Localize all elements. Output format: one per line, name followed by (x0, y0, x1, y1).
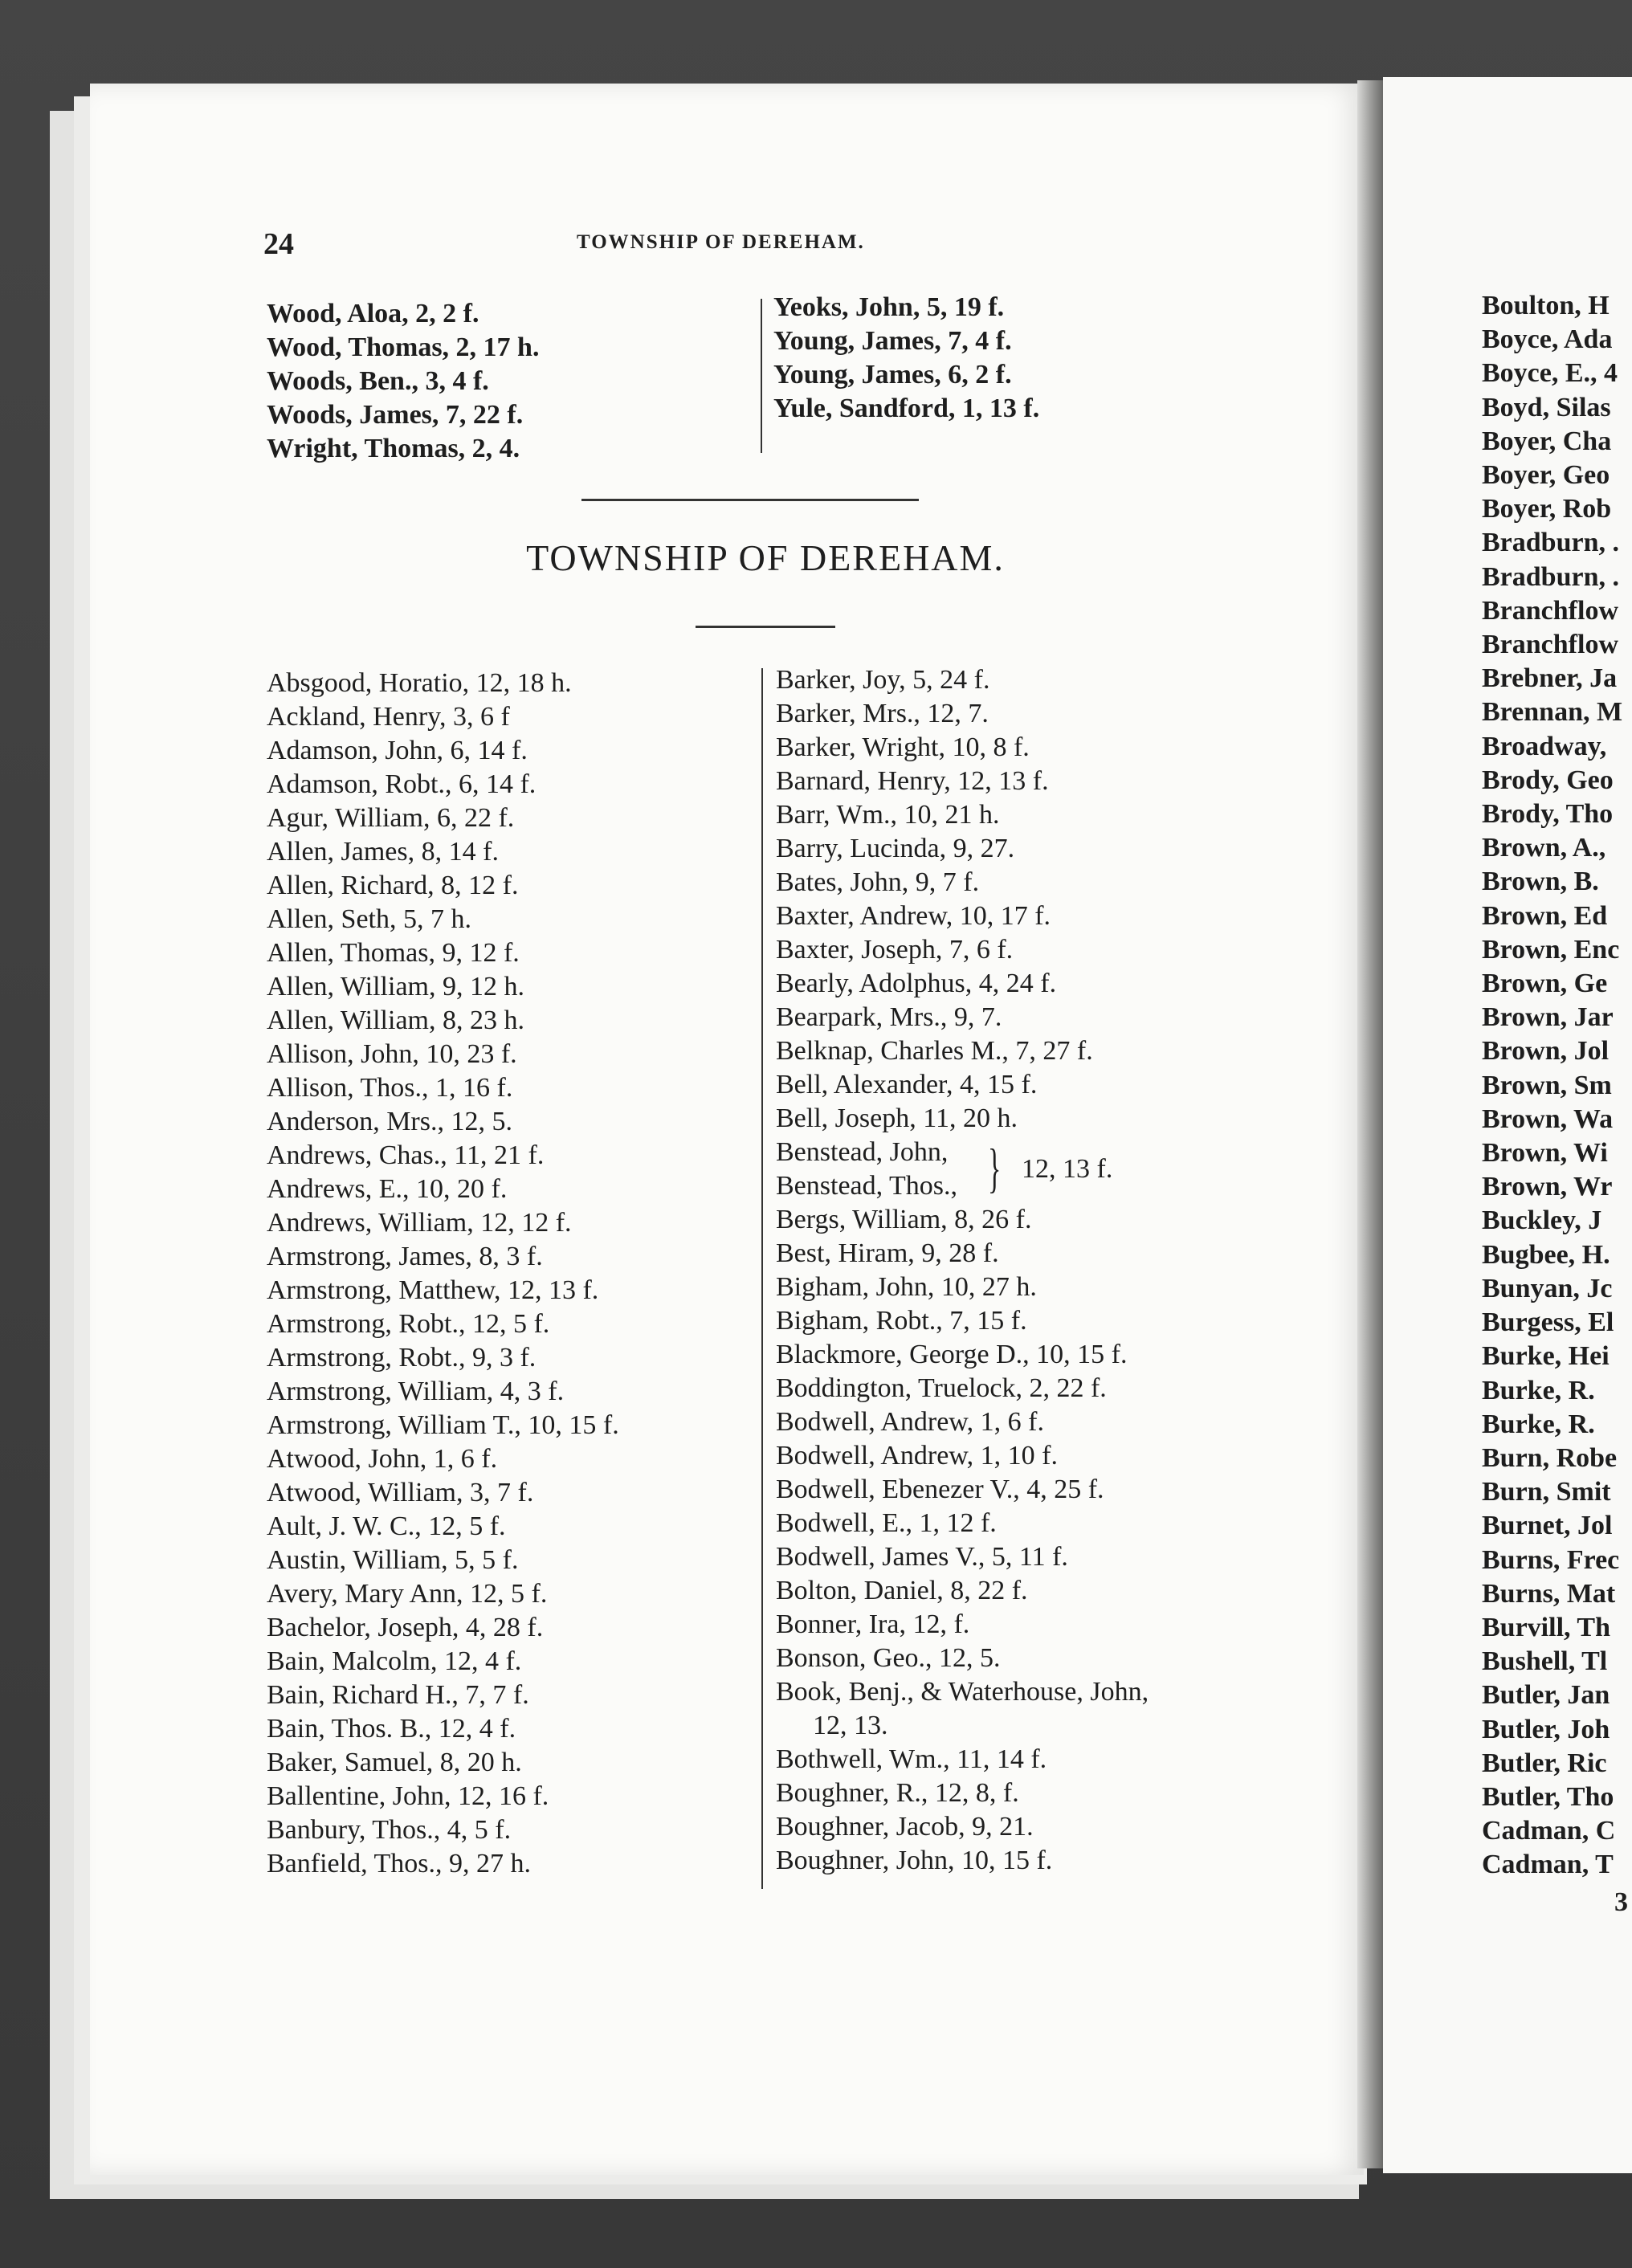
list-item: Branchflow (1482, 630, 1618, 660)
list-item: Allen, William, 9, 12 h. (267, 972, 524, 1001)
list-item: Buckley, J (1482, 1205, 1602, 1236)
header-title: TOWNSHIP OF DEREHAM. (577, 231, 865, 253)
list-item: Andrews, Chas., 11, 21 f. (267, 1140, 545, 1170)
list-item: Brown, Wr (1482, 1172, 1613, 1202)
list-item: Woods, James, 7, 22 f. (267, 400, 524, 430)
list-item: Ackland, Henry, 3, 6 f (267, 702, 510, 732)
list-item: Banfield, Thos., 9, 27 h. (267, 1849, 531, 1878)
list-item: Armstrong, James, 8, 3 f. (267, 1242, 543, 1271)
list-item: Allison, Thos., 1, 16 f. (267, 1073, 513, 1103)
list-item: Burvill, Th (1482, 1612, 1610, 1642)
list-item: Brennan, M (1482, 697, 1623, 728)
list-item: Bain, Thos. B., 12, 4 f. (267, 1714, 516, 1744)
list-item: Boyer, Cha (1482, 426, 1612, 456)
list-item: Blackmore, George D., 10, 15 f. (776, 1340, 1128, 1369)
list-item: Brebner, Ja (1482, 663, 1618, 694)
list-item: Ballentine, John, 12, 16 f. (267, 1781, 549, 1811)
running-head (263, 226, 1227, 267)
list-item: Adamson, Robt., 6, 14 f. (267, 769, 537, 799)
list-item: Brody, Tho (1482, 799, 1614, 830)
list-item: Banbury, Thos., 4, 5 f. (267, 1815, 512, 1845)
list-item: Baxter, Andrew, 10, 17 f. (776, 901, 1051, 931)
list-item: Branchflow (1482, 595, 1618, 626)
list-item: Butler, Tho (1482, 1781, 1614, 1812)
list-item: Bain, Malcolm, 12, 4 f. (267, 1646, 522, 1676)
list-item: Brown, Ed (1482, 900, 1608, 931)
list-item: Bothwell, Wm., 11, 14 f. (776, 1744, 1047, 1774)
list-item: Allen, William, 8, 23 h. (267, 1006, 524, 1035)
book-entry (776, 1675, 1149, 1743)
list-item: Butler, Ric (1482, 1748, 1607, 1778)
list-item: Young, James, 7, 4 f. (773, 326, 1012, 356)
list-item: Barnard, Henry, 12, 13 f. (776, 766, 1049, 796)
list-item: Barker, Mrs., 12, 7. (776, 699, 989, 728)
page-number: 24 (263, 227, 294, 261)
list-item: Brown, A., (1482, 833, 1606, 863)
list-item: Boughner, John, 10, 15 f. (776, 1846, 1053, 1875)
list-item: Brown, B. (1482, 867, 1599, 897)
list-item: Bodwell, E., 1, 12 f. (776, 1508, 997, 1538)
list-item: Brown, Enc (1482, 934, 1620, 965)
list-item: Brown, Jol (1482, 1036, 1610, 1067)
list-item: Barr, Wm., 10, 21 h. (776, 800, 1000, 830)
middle-column (776, 663, 1149, 1878)
list-item: Allen, Richard, 8, 12 f. (267, 871, 519, 900)
list-item: Bearpark, Mrs., 9, 7. (776, 1002, 1002, 1032)
list-item: Broadway, (1482, 731, 1607, 761)
list-item: Burn, Smit (1482, 1477, 1611, 1507)
list-item: Armstrong, Matthew, 12, 13 f. (267, 1275, 599, 1305)
bracket-glyph: } (988, 1137, 1002, 1198)
column-divider-top (761, 299, 762, 453)
list-item: Baker, Samuel, 8, 20 h. (267, 1748, 522, 1777)
section-rule-top (581, 499, 919, 501)
list-item: Woods, Ben., 3, 4 f. (267, 366, 489, 396)
section-title: TOWNSHIP OF DEREHAM. (526, 537, 1005, 578)
list-item: Wright, Thomas, 2, 4. (267, 434, 520, 463)
list-item: Barker, Wright, 10, 8 f. (776, 732, 1030, 762)
list-item: Bolton, Daniel, 8, 22 f. (776, 1576, 1028, 1605)
list-item: Burnet, Jol (1482, 1511, 1613, 1541)
list-item: Burns, Mat (1482, 1578, 1616, 1609)
list-item: Bodwell, Andrew, 1, 10 f. (776, 1441, 1058, 1471)
right-page-column (1482, 289, 1632, 1883)
list-item: Bearly, Adolphus, 4, 24 f. (776, 969, 1057, 998)
list-item: Burn, Robe (1482, 1442, 1618, 1473)
list-item: Allen, Seth, 5, 7 h. (267, 904, 471, 934)
list-item: Brown, Sm (1482, 1070, 1612, 1100)
list-item: Avery, Mary Ann, 12, 5 f. (267, 1579, 548, 1609)
list-item: Burke, Hei (1482, 1341, 1610, 1372)
list-item: Boddington, Truelock, 2, 22 f. (776, 1373, 1107, 1403)
list-item: Bonson, Geo., 12, 5. (776, 1643, 1001, 1673)
list-item: Butler, Joh (1482, 1714, 1610, 1744)
list-item: Bradburn, . (1482, 561, 1619, 592)
book-gutter (1357, 80, 1383, 2168)
list-item: Ault, J. W. C., 12, 5 f. (267, 1511, 506, 1541)
list-item: Bodwell, James V., 5, 11 f. (776, 1542, 1068, 1572)
list-item: Bushell, Tl (1482, 1646, 1608, 1677)
list-item: Bunyan, Jc (1482, 1273, 1613, 1303)
list-item: Benstead, Thos., (776, 1171, 958, 1201)
list-item: Austin, William, 5, 5 f. (267, 1545, 519, 1575)
list-item: Brown, Wi (1482, 1138, 1608, 1169)
list-item: Barry, Lucinda, 9, 27. (776, 834, 1015, 863)
list-item: Allen, James, 8, 14 f. (267, 837, 499, 867)
list-item: Anderson, Mrs., 12, 5. (267, 1107, 512, 1136)
list-item: Boyer, Geo (1482, 460, 1610, 491)
list-item: Wood, Aloa, 2, 2 f. (267, 299, 479, 328)
list-item: Cadman, T (1482, 1850, 1614, 1880)
list-item: Young, James, 6, 2 f. (773, 360, 1012, 390)
list-item: Butler, Jan (1482, 1680, 1610, 1711)
list-item: Yule, Sandford, 1, 13 f. (773, 394, 1040, 423)
list-item: Burke, R. (1482, 1375, 1595, 1405)
list-item: Agur, William, 6, 22 f. (267, 803, 515, 833)
benstead-names (776, 1136, 957, 1203)
benstead-bracketed-entry (776, 1136, 1149, 1203)
list-item: Bodwell, Ebenezer V., 4, 25 f. (776, 1475, 1104, 1504)
list-item: Boughner, Jacob, 9, 21. (776, 1812, 1034, 1842)
list-item: Armstrong, William, 4, 3 f. (267, 1377, 565, 1406)
list-item: Bodwell, Andrew, 1, 6 f. (776, 1407, 1044, 1437)
list-item: Barker, Joy, 5, 24 f. (776, 665, 990, 695)
list-item: Best, Hiram, 9, 28 f. (776, 1238, 999, 1268)
list-item-continuation: 12, 13. (813, 1711, 888, 1740)
list-item: Baxter, Joseph, 7, 6 f. (776, 935, 1014, 965)
list-item: Bell, Joseph, 11, 20 h. (776, 1103, 1018, 1133)
list-item: Atwood, John, 1, 6 f. (267, 1444, 498, 1474)
list-item: Adamson, John, 6, 14 f. (267, 736, 528, 765)
list-item: Burke, R. (1482, 1409, 1595, 1439)
list-item: Belknap, Charles M., 7, 27 f. (776, 1036, 1093, 1066)
list-item: Boulton, H (1482, 291, 1610, 320)
left-column (267, 667, 619, 1881)
list-item: Brown, Ge (1482, 969, 1608, 999)
list-item: Boyce, Ada (1482, 324, 1613, 355)
list-item: Armstrong, William T., 10, 15 f. (267, 1410, 619, 1440)
benstead-value: 12, 13 f. (1022, 1154, 1113, 1184)
top-right-entries (773, 291, 1039, 426)
list-item: Bigham, Robt., 7, 15 f. (776, 1306, 1027, 1336)
list-item: Bell, Alexander, 4, 15 f. (776, 1070, 1038, 1099)
list-item: Bigham, John, 10, 27 h. (776, 1272, 1037, 1302)
list-item: Armstrong, Robt., 9, 3 f. (267, 1343, 537, 1373)
list-item: Boyer, Rob (1482, 494, 1612, 524)
list-item: Burns, Frec (1482, 1544, 1620, 1575)
list-item: Bachelor, Joseph, 4, 28 f. (267, 1613, 544, 1642)
list-item: Wood, Thomas, 2, 17 h. (267, 332, 540, 362)
list-item: Absgood, Horatio, 12, 18 h. (267, 668, 572, 698)
column-divider-main (761, 668, 763, 1889)
list-item: Brown, Jar (1482, 1002, 1614, 1033)
list-item: Bates, John, 9, 7 f. (776, 867, 980, 897)
list-item: Boughner, R., 12, 8, f. (776, 1778, 1019, 1808)
list-item: Atwood, William, 3, 7 f. (267, 1478, 534, 1507)
list-item: Bugbee, H. (1482, 1239, 1610, 1270)
list-item: Yeoks, John, 5, 19 f. (773, 292, 1005, 322)
section-rule-bottom (696, 626, 835, 628)
list-item: Book, Benj., & Waterhouse, John, (776, 1677, 1149, 1707)
list-item: Boyce, E., 4 (1482, 358, 1618, 389)
list-item: Benstead, John, (776, 1137, 949, 1167)
list-item: Brown, Wa (1482, 1103, 1614, 1134)
list-item: Cadman, C (1482, 1816, 1616, 1846)
list-item: Bradburn, . (1482, 528, 1619, 558)
top-left-entries (267, 297, 539, 466)
list-item: Burgess, El (1482, 1307, 1614, 1338)
list-item: Boyd, Silas (1482, 392, 1611, 422)
list-item: Bergs, William, 8, 26 f. (776, 1205, 1032, 1234)
list-item: Allison, John, 10, 23 f. (267, 1039, 517, 1069)
list-item: Armstrong, Robt., 12, 5 f. (267, 1309, 550, 1339)
list-item: Allen, Thomas, 9, 12 f. (267, 938, 520, 968)
list-item: Bonner, Ira, 12, f. (776, 1609, 970, 1639)
list-item: Andrews, E., 10, 20 f. (267, 1174, 508, 1204)
list-item: Bain, Richard H., 7, 7 f. (267, 1680, 529, 1710)
right-page-footer: 3 (1614, 1887, 1628, 1917)
list-item: Andrews, William, 12, 12 f. (267, 1208, 572, 1238)
list-item: Brody, Geo (1482, 765, 1614, 795)
